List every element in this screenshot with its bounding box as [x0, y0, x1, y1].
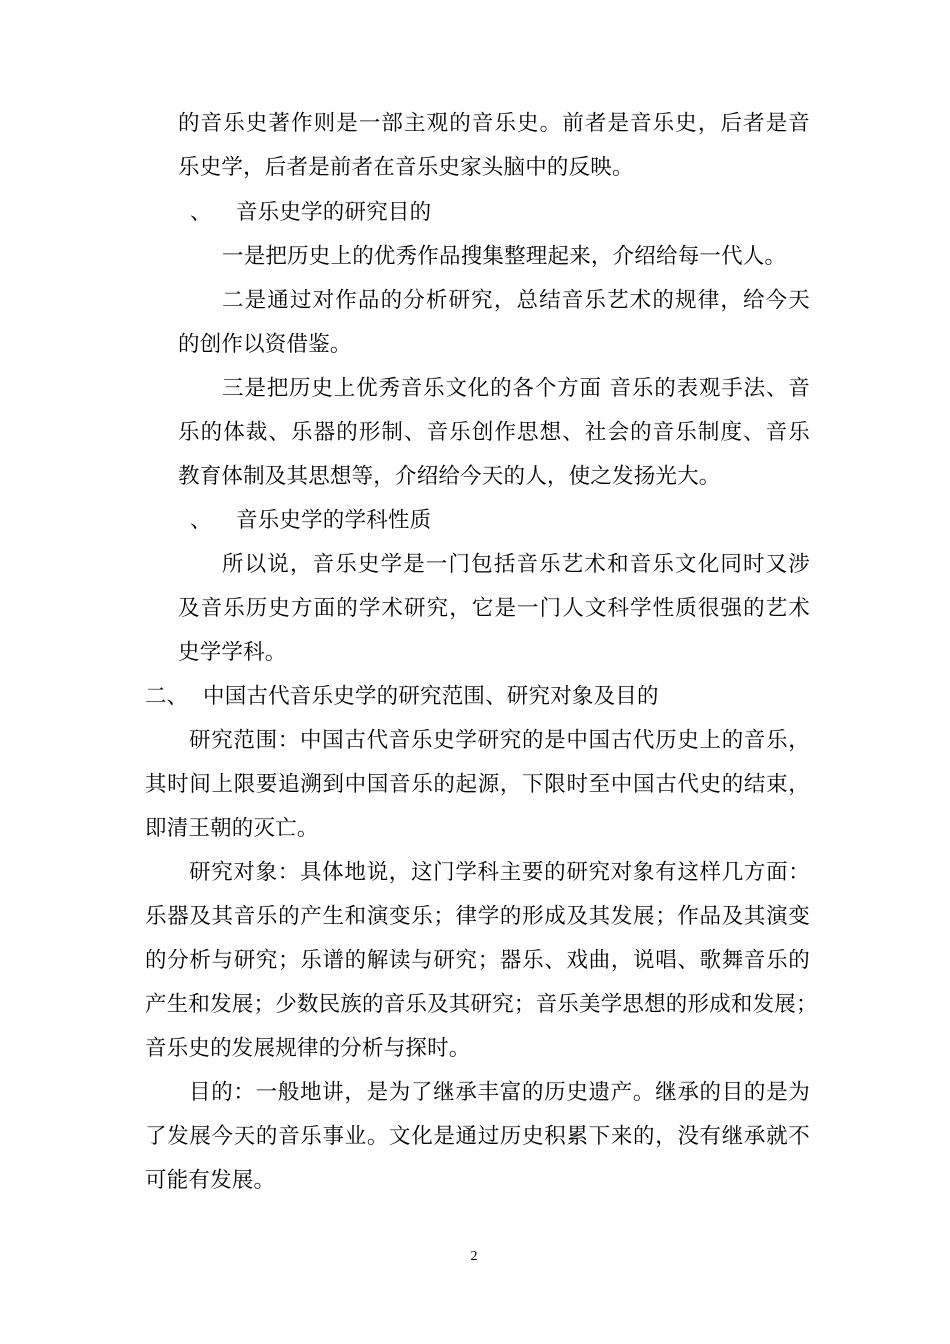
- paragraph-line: 教育体制及其思想等，介绍给今天的人，使之发扬光大。: [178, 464, 721, 489]
- paragraph-line: 所以说，音乐史学是一门包括音乐艺术和音乐文化同时又涉: [222, 552, 810, 577]
- paragraph-line: 的音乐史著作则是一部主观的音乐史。前者是音乐史，后者是音: [178, 111, 810, 136]
- paragraph-line: 的创作以资借鉴。: [178, 332, 352, 357]
- paragraph-line: 的分析与研究；乐谱的解读与研究；器乐、戏曲，说唱、歌舞音乐的: [145, 948, 810, 973]
- section-marker: 、: [190, 200, 212, 225]
- paragraph-line: 音乐史的发展规律的分析与探时。: [145, 1036, 471, 1061]
- paragraph-line: 了发展今天的音乐事业。文化是通过历史积累下来的，没有继承就不: [145, 1124, 810, 1149]
- section-heading: 音乐史学的研究目的: [236, 200, 432, 225]
- paragraph-line: 研究对象：具体地说，这门学科主要的研究对象有这样几方面：: [189, 860, 810, 885]
- paragraph-line: 乐器及其音乐的产生和演变乐；律学的形成及其发展；作品及其演变: [145, 904, 810, 929]
- section-heading: 中国古代音乐史学的研究范围、研究对象及目的: [203, 684, 659, 709]
- paragraph-line: 产生和发展；少数民族的音乐及其研究；音乐美学思想的形成和发展；: [145, 992, 818, 1017]
- paragraph-line: 二是通过对作品的分析研究，总结音乐艺术的规律，给今天: [222, 288, 810, 313]
- paragraph-line: 可能有发展。: [145, 1168, 276, 1193]
- section-heading: 音乐史学的学科性质: [236, 508, 432, 533]
- paragraph-line: 其时间上限要追溯到中国音乐的起源，下限时至中国古代史的结束，: [145, 772, 810, 797]
- paragraph-line: 研究范围：中国古代音乐史学研究的是中国古代历史上的音乐，: [189, 728, 810, 753]
- paragraph-line: 及音乐历史方面的学术研究，它是一门人文科学性质很强的艺术: [178, 596, 810, 621]
- section-marker: 、: [190, 508, 212, 533]
- paragraph-line: 三是把历史上优秀音乐文化的各个方面 音乐的表观手法、音: [222, 376, 810, 401]
- paragraph-line: 乐史学，后者是前者在音乐史家头脑中的反映。: [178, 155, 634, 180]
- section-marker: 二、: [145, 684, 189, 709]
- paragraph-line: 一是把历史上的优秀作品搜集整理起来，介绍给每一代人。: [222, 244, 787, 269]
- paragraph-line: 史学学科。: [178, 640, 287, 665]
- paragraph-line: 乐的体裁、乐器的形制、音乐创作思想、社会的音乐制度、音乐: [178, 420, 810, 445]
- paragraph-line: 目的：一般地讲，是为了继承丰富的历史遗产。继承的目的是为: [189, 1080, 810, 1105]
- paragraph-line: 即清王朝的灭亡。: [145, 816, 319, 841]
- page-number: 2: [470, 1249, 478, 1264]
